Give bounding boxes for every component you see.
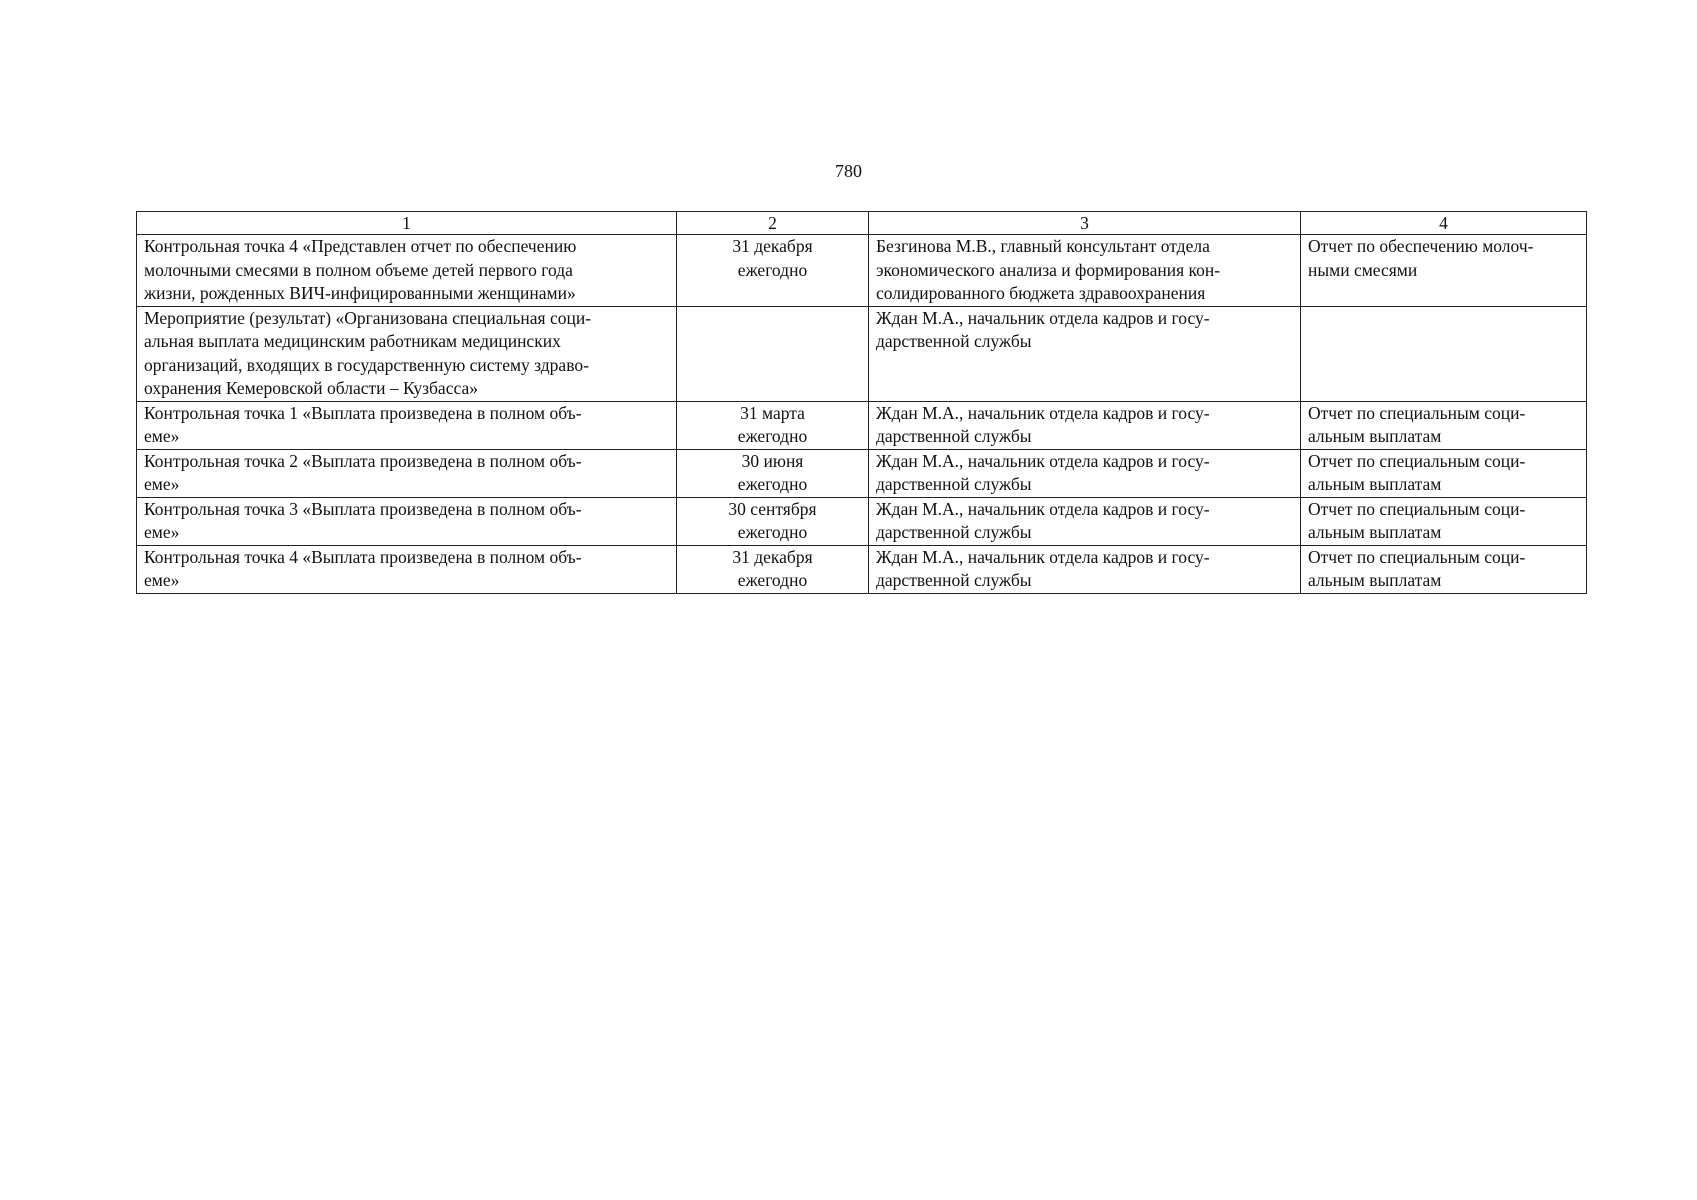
cell-text-line: Отчет по специальным соци- [1308, 402, 1526, 423]
cell-measure [137, 497, 677, 545]
cell-measure [137, 235, 677, 307]
cell-text-line: Ждан М.А., начальник отдела кадров и госу- [876, 307, 1210, 328]
cell-text-line: альным выплатам [1308, 522, 1442, 542]
column-header-2: 2 [677, 212, 869, 235]
column-header-3: 3 [869, 212, 1301, 235]
cell-text-line: Контрольная точка 4 «Представлен отчет по обеспечению [144, 236, 577, 256]
cell-text-line: ежегодно [737, 426, 808, 446]
cell-text-line: 31 марта [740, 402, 805, 423]
table-body [137, 235, 1587, 594]
cell-responsible [869, 306, 1301, 401]
cell-text-line: Ждан М.А., начальник отдела кадров и госу- [876, 450, 1210, 471]
cell-measure [137, 306, 677, 401]
cell-document [1301, 235, 1587, 307]
table-row [137, 306, 1587, 401]
cell-text-line: Мероприятие (результат) «Организована специальная соци- [144, 307, 592, 328]
cell-text-line: солидированного бюджета здравоохранения [876, 283, 1206, 303]
cell-text-line: альным выплатам [1308, 474, 1442, 494]
cell-text-line: ежегодно [737, 570, 808, 590]
cell-text-line: 31 декабря [732, 236, 813, 256]
table-row [137, 401, 1587, 449]
cell-text-line: Отчет по специальным соци- [1308, 498, 1526, 519]
cell-text-line: жизни, рожденных ВИЧ-инфицированными женщинами» [144, 283, 576, 303]
cell-text-line: альная выплата медицинским работникам медицинских [144, 331, 561, 351]
cell-responsible [869, 401, 1301, 449]
cell-document [1301, 449, 1587, 497]
cell-text-line: дарственной службы [876, 570, 1032, 590]
cell-document [1301, 401, 1587, 449]
cell-deadline [677, 449, 869, 497]
cell-text-line: Безгинова М.В., главный консультант отдела [876, 236, 1210, 256]
cell-text-line: ежегодно [737, 259, 808, 280]
cell-text-line: дарственной службы [876, 426, 1032, 446]
cell-text-line: Ждан М.А., начальник отдела кадров и госу- [876, 498, 1210, 519]
cell-document [1301, 497, 1587, 545]
table-header [137, 212, 1587, 235]
cell-deadline [677, 306, 869, 401]
cell-responsible [869, 235, 1301, 307]
cell-text-line: Ждан М.А., начальник отдела кадров и госу- [876, 546, 1210, 567]
cell-text-line: охранения Кемеровской области – Кузбасса» [144, 378, 478, 398]
table-row [137, 545, 1587, 593]
table-row [137, 235, 1587, 307]
cell-text-line: еме» [144, 426, 180, 446]
cell-text-line: молочными смесями в полном объеме детей первого года [144, 259, 573, 280]
cell-deadline [677, 235, 869, 307]
cell-text-line: дарственной службы [876, 522, 1032, 542]
cell-text-line: 30 июня [741, 450, 804, 471]
cell-responsible [869, 545, 1301, 593]
column-header-4: 4 [1301, 212, 1587, 235]
cell-text-line: еме» [144, 570, 180, 590]
cell-text-line: ежегодно [737, 522, 808, 542]
cell-text-line: экономического анализа и формирования кон- [876, 259, 1221, 280]
cell-text-line: Отчет по специальным соци- [1308, 450, 1526, 471]
measures-table [136, 211, 1587, 594]
cell-text-line: ными смесями [1308, 259, 1418, 280]
cell-text-line: альным выплатам [1308, 426, 1442, 446]
cell-deadline [677, 545, 869, 593]
cell-deadline [677, 401, 869, 449]
cell-deadline [677, 497, 869, 545]
cell-text-line: дарственной службы [876, 474, 1032, 494]
cell-text-line: Контрольная точка 2 «Выплата произведена в полном объ- [144, 450, 582, 471]
cell-text-line: Отчет по обеспечению молоч- [1308, 236, 1534, 256]
cell-text-line: Ждан М.А., начальник отдела кадров и госу- [876, 402, 1210, 423]
cell-responsible [869, 497, 1301, 545]
cell-text-line: организаций, входящих в государственную систему здраво- [144, 354, 589, 375]
cell-measure [137, 401, 677, 449]
cell-text-line: дарственной службы [876, 331, 1032, 351]
cell-responsible [869, 449, 1301, 497]
cell-text-line: Отчет по специальным соци- [1308, 546, 1526, 567]
cell-text-line: альным выплатам [1308, 570, 1442, 590]
cell-text-line: 31 декабря [732, 546, 813, 567]
cell-text-line: ежегодно [737, 474, 808, 494]
cell-measure [137, 545, 677, 593]
cell-text-line: 30 сентября [728, 498, 817, 519]
cell-document [1301, 545, 1587, 593]
cell-document [1301, 306, 1587, 401]
table-row [137, 497, 1587, 545]
table-header-row [137, 212, 1587, 235]
cell-text-line: Контрольная точка 1 «Выплата произведена в полном объ- [144, 402, 582, 423]
table-row [137, 449, 1587, 497]
cell-text-line: Контрольная точка 4 «Выплата произведена в полном объ- [144, 546, 582, 567]
cell-measure [137, 449, 677, 497]
column-header-1: 1 [137, 212, 677, 235]
cell-text-line: еме» [144, 474, 180, 494]
cell-text-line: Контрольная точка 3 «Выплата произведена в полном объ- [144, 498, 582, 519]
cell-text-line: еме» [144, 522, 180, 542]
page-number: 780 [835, 161, 862, 181]
